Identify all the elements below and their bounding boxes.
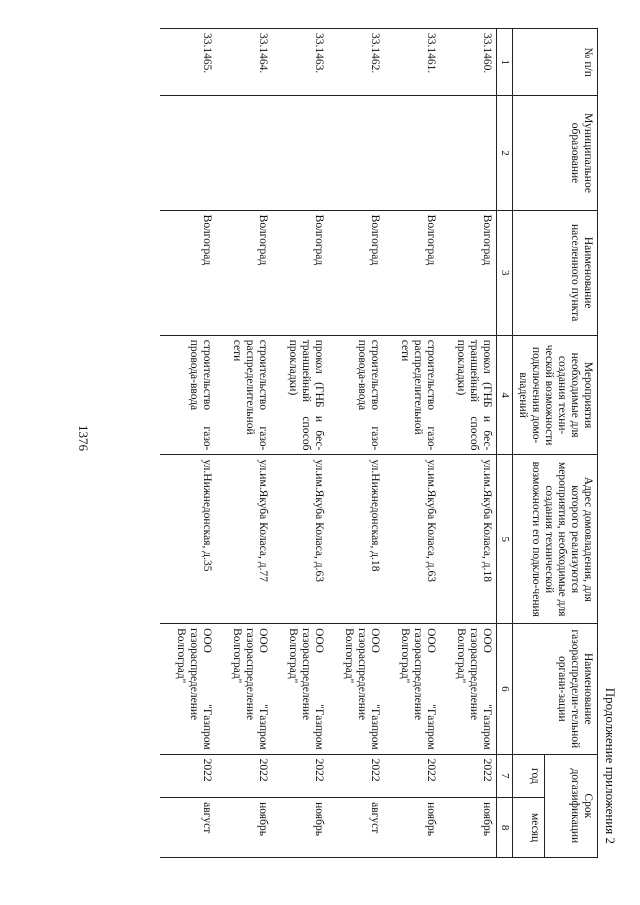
continuation-label: Продолжение приложения 2 (603, 687, 618, 844)
row-municipality (160, 96, 216, 210)
row-measure: строительство газо-распределительной сети (216, 335, 272, 455)
row-settlement: Волгоград (384, 210, 440, 335)
row-organization: ООО "Газпром газораспределение Волгоград" (272, 624, 328, 755)
header-month: месяц (513, 798, 545, 858)
row-month: ноябрь (272, 798, 328, 858)
row-address: ул.им.Якуба Коласа, д.77 (216, 455, 272, 624)
row-organization: ООО "Газпром газораспределение Волгоград" (160, 624, 216, 755)
header-year: год (513, 754, 545, 798)
row-year: 2022 (328, 754, 384, 798)
row-month: ноябрь (384, 798, 440, 858)
row-measure: строительство газо-распределительной сети (384, 335, 440, 455)
table-row (160, 29, 216, 858)
col-number: 5 (497, 455, 513, 624)
rotated-sheet (120, 28, 640, 858)
row-organization: ООО "Газпром газораспределение Волгоград" (328, 624, 384, 755)
row-number: 33.1460. (440, 29, 497, 96)
col-number: 6 (497, 624, 513, 755)
row-number: 33.1463. (272, 29, 328, 96)
row-organization: ООО "Газпром газораспределение Волгоград" (440, 624, 497, 755)
row-year: 2022 (384, 754, 440, 798)
table-row (272, 29, 328, 858)
row-municipality (384, 96, 440, 210)
col-number: 7 (497, 754, 513, 798)
row-measure: прокол (ГНБ и бес-траншейный способ прокладки) (440, 335, 497, 455)
table-row (384, 29, 440, 858)
page-number: 1376 (76, 425, 91, 451)
header-measures: Мероприятия необходимые для создания техни-ческой возможности подключения домо-владений (513, 335, 598, 455)
row-number: 33.1462. (328, 29, 384, 96)
header-settlement: Наименование населенного пункта (513, 210, 598, 335)
row-organization: ООО "Газпром газораспределение Волгоград" (384, 624, 440, 755)
row-year: 2022 (216, 754, 272, 798)
row-municipality (216, 96, 272, 210)
header-num: № п/п (513, 29, 598, 96)
row-number: 33.1464. (216, 29, 272, 96)
row-address: ул.им.Якуба Коласа, д.63 (272, 455, 328, 624)
row-month: ноябрь (216, 798, 272, 858)
row-settlement: Волгоград (328, 210, 384, 335)
row-address: ул.им.Якуба Коласа, д.63 (384, 455, 440, 624)
column-numbers-row (497, 29, 513, 858)
col-number: 3 (497, 210, 513, 335)
row-settlement: Волгоград (272, 210, 328, 335)
row-measure: строительство газо-провода-ввода (160, 335, 216, 455)
row-municipality (440, 96, 497, 210)
row-month: август (160, 798, 216, 858)
table-row (440, 29, 497, 858)
row-year: 2022 (272, 754, 328, 798)
table-row (216, 29, 272, 858)
row-municipality (272, 96, 328, 210)
header-deadline: Срок догазификации (545, 754, 598, 857)
gasification-table (160, 28, 598, 858)
col-number: 4 (497, 335, 513, 455)
row-number: 33.1465. (160, 29, 216, 96)
row-address: ул.им.Якуба Коласа, д.18 (440, 455, 497, 624)
col-number: 1 (497, 29, 513, 96)
col-number: 2 (497, 96, 513, 210)
row-year: 2022 (160, 754, 216, 798)
row-settlement: Волгоград (440, 210, 497, 335)
row-settlement: Волгоград (160, 210, 216, 335)
header-address: Адрес домовладения, для которого реализуются мероприятия, необходимые для создания технической возможности его подклю-чения (513, 455, 598, 624)
row-settlement: Волгоград (216, 210, 272, 335)
header-organization: Наименование газораспредели-тельной органи-зации (513, 624, 598, 755)
row-month: август (328, 798, 384, 858)
row-year: 2022 (440, 754, 497, 798)
row-measure: прокол (ГНБ и бес-траншейный способ прокладки) (272, 335, 328, 455)
row-address: ул.Нижнедонская, д.18 (328, 455, 384, 624)
row-number: 33.1461. (384, 29, 440, 96)
header-municipality: Муниципальное образование (513, 96, 598, 210)
header-row (545, 29, 598, 858)
row-month: ноябрь (440, 798, 497, 858)
row-organization: ООО "Газпром газораспределение Волгоград" (216, 624, 272, 755)
table-row (328, 29, 384, 858)
row-measure: строительство газо-провода-ввода (328, 335, 384, 455)
row-address: ул.Нижнедонская, д.35 (160, 455, 216, 624)
row-municipality (328, 96, 384, 210)
col-number: 8 (497, 798, 513, 858)
